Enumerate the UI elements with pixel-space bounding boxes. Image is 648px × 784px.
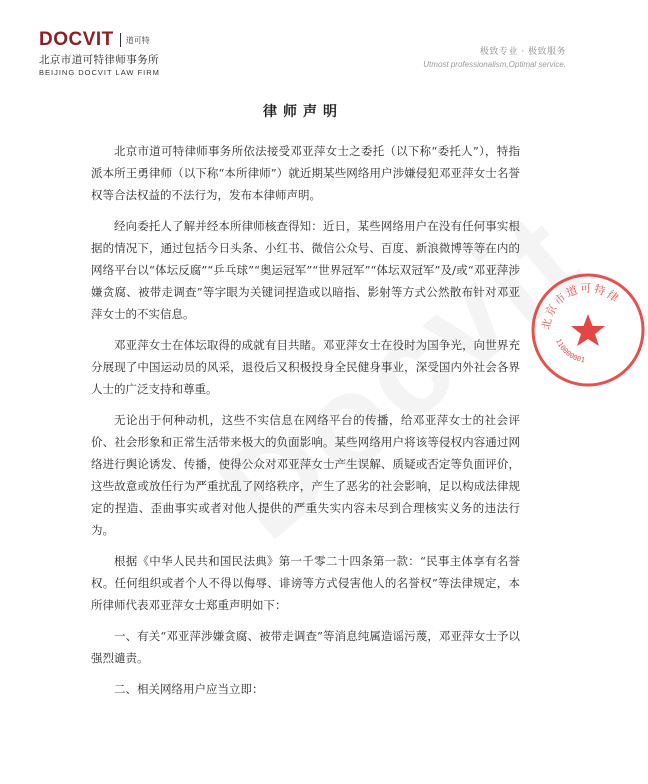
paragraph-3: 邓亚萍女士在体坛取得的成就有目共睹。邓亚萍女士在役时为国争光，向世界充分展现了中国运动员的风采，退役后又积极投身全民健身事业，深受国内外社会各界人士的广泛支持和尊重。 bbox=[91, 338, 520, 396]
firm-name-cn: 北京市道可特律师事务所 bbox=[39, 54, 159, 66]
slogan-cn: 极致专业 · 极致服务 bbox=[479, 47, 566, 57]
document-body bbox=[91, 140, 520, 709]
document-title: 律师声明 bbox=[263, 104, 343, 120]
seal-number: 110000001 bbox=[554, 337, 586, 365]
logo-mark: DOCVIT bbox=[39, 29, 114, 50]
paragraph-1: 北京市道可特律师事务所依法接受邓亚萍女士之委托（以下称“委托人”），特指派本所王勇律师（以下称“本所律师”）就近期某些网络用户涉嫌侵犯邓亚萍女士名誉权等合法权益的不法行为，发布本律师声明。 bbox=[91, 144, 520, 202]
seal-text: 北京市道可特律 bbox=[539, 281, 623, 331]
paragraph-5: 根据《中华人民共和国民法典》第一千零二十四条第一款：“民事主体享有名誉权。任何组织或者个人不得以侮辱、诽谤等方式侵害他人的名誉权”等法律规定，本所律师代表邓亚萍女士郑重声明如下： bbox=[91, 554, 520, 612]
letterhead bbox=[0, 0, 606, 80]
firm-logo bbox=[39, 30, 160, 77]
paragraph-7: 二、相关网络用户应当立即： bbox=[114, 682, 264, 696]
paragraph-6: 一、有关“邓亚萍涉嫌贪腐、被带走调查”等消息纯属造谣污蔑，邓亚萍女士予以强烈谴责。 bbox=[91, 629, 520, 665]
slogan-en: Utmost professionalism,Optimal service. bbox=[423, 60, 566, 69]
logo-divider bbox=[120, 33, 121, 47]
logo-tag: 道可特 bbox=[125, 36, 150, 45]
firm-name-en: BEIJING DOCVIT LAW FIRM bbox=[39, 68, 160, 77]
paragraph-2: 经向委托人了解并经本所律师核查得知：近日，某些网络用户在没有任何事实根据的情况下，通过包括今日头条、小红书、微信公众号、百度、新浪微博等等在内的网络平台以“体坛反腐”“乒乓球”“奥运冠军”“世界冠军”“体坛双冠军”及/或“邓亚萍涉嫌贪腐、被带走调查”等字眼为关键词捏造或以暗指、影射等方式公然散布针对邓亚萍女士的不实信息。 bbox=[91, 219, 520, 321]
official-seal-icon bbox=[528, 270, 648, 390]
paragraph-4: 无论出于何种动机，这些不实信息在网络平台的传播，给邓亚萍女士的社会评价、社会形象和正常生活带来极大的负面影响。某些网络用户将该等侵权内容通过网络进行舆论诱发、传播，使得公众对邓亚萍女士产生误解、质疑或否定等负面评价，这些故意或放任行为严重扰乱了网络秩序，产生了恶劣的社会影响，足以构成法律规定的捏造、歪曲事实或者对他人提供的严重失实内容未尽到合理核实义务的违法行为。 bbox=[91, 413, 520, 537]
firm-slogan bbox=[423, 44, 566, 69]
